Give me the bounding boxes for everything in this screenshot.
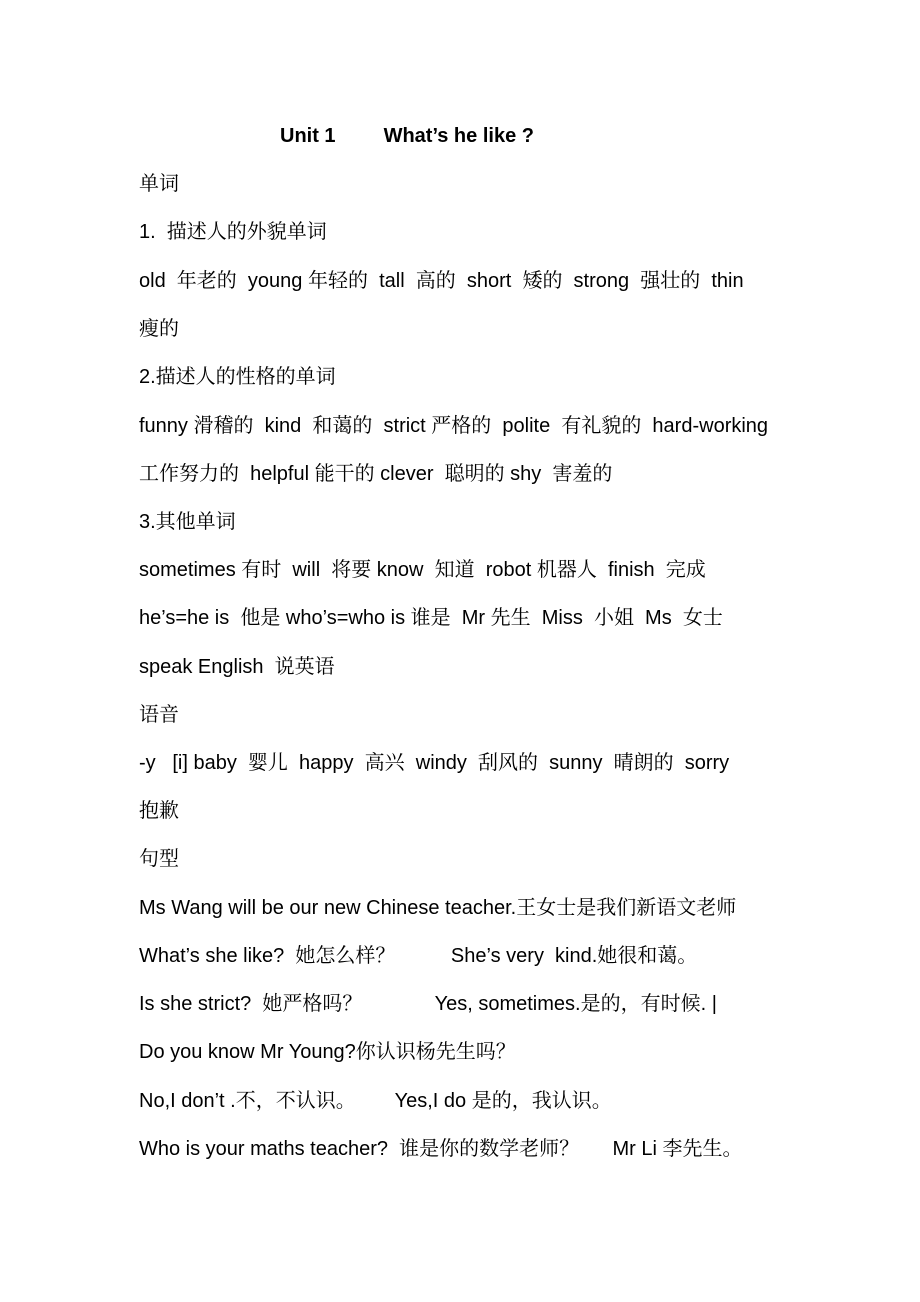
section-heading-vocabulary: 单词 <box>139 173 179 195</box>
text-line: What’s she like? 她怎么样？ She’s very kind.她很和蔼。 <box>139 945 698 967</box>
text-line: Is she strict? 她严格吗？ Yes, sometimes.是的，有时候. | <box>139 993 717 1015</box>
page-title <box>280 123 534 149</box>
text-line: Who is your maths teacher? 谁是你的数学老师？ Mr Li 李先生。 <box>139 1138 743 1160</box>
text-line: No,I don’t .不，不认识。 Yes,I do 是的，我认识。 <box>139 1090 612 1112</box>
text-line: Do you know Mr Young?你认识杨先生吗？ <box>139 1041 516 1063</box>
text-line: he’s=he is 他是 who’s=who is 谁是 Mr 先生 Miss 小姐 Ms 女士 <box>139 607 723 629</box>
subheading-personality-words: 2.描述人的性格的单词 <box>139 366 336 388</box>
section-heading-sentences: 句型 <box>139 848 179 870</box>
title-unit: Unit 1 <box>280 125 336 147</box>
title-topic: What’s he like ? <box>383 125 534 147</box>
text-line: 瘦的 <box>139 318 179 340</box>
text-line: Ms Wang will be our new Chinese teacher.王女士是我们新语文老师 <box>139 897 737 919</box>
text-line: 工作努力的 helpful 能干的 clever 聪明的 shy 害羞的 <box>139 463 613 485</box>
text-line: old 年老的 young 年轻的 tall 高的 short 矮的 strong 强壮的 thin <box>139 270 744 292</box>
text-line: -y [i] baby 婴儿 happy 高兴 windy 刮风的 sunny 晴朗的 sorry <box>139 752 730 774</box>
text-line: speak English 说英语 <box>139 656 335 678</box>
text-line: sometimes 有时 will 将要 know 知道 robot 机器人 finish 完成 <box>139 559 706 581</box>
subheading-appearance-words: 1. 描述人的外貌单词 <box>139 221 327 243</box>
text-line: 抱歉 <box>139 800 179 822</box>
text-line: funny 滑稽的 kind 和蔼的 strict 严格的 polite 有礼貌的 hard-working <box>139 415 769 437</box>
section-heading-phonics: 语音 <box>139 704 179 726</box>
subheading-other-words: 3.其他单词 <box>139 511 236 533</box>
